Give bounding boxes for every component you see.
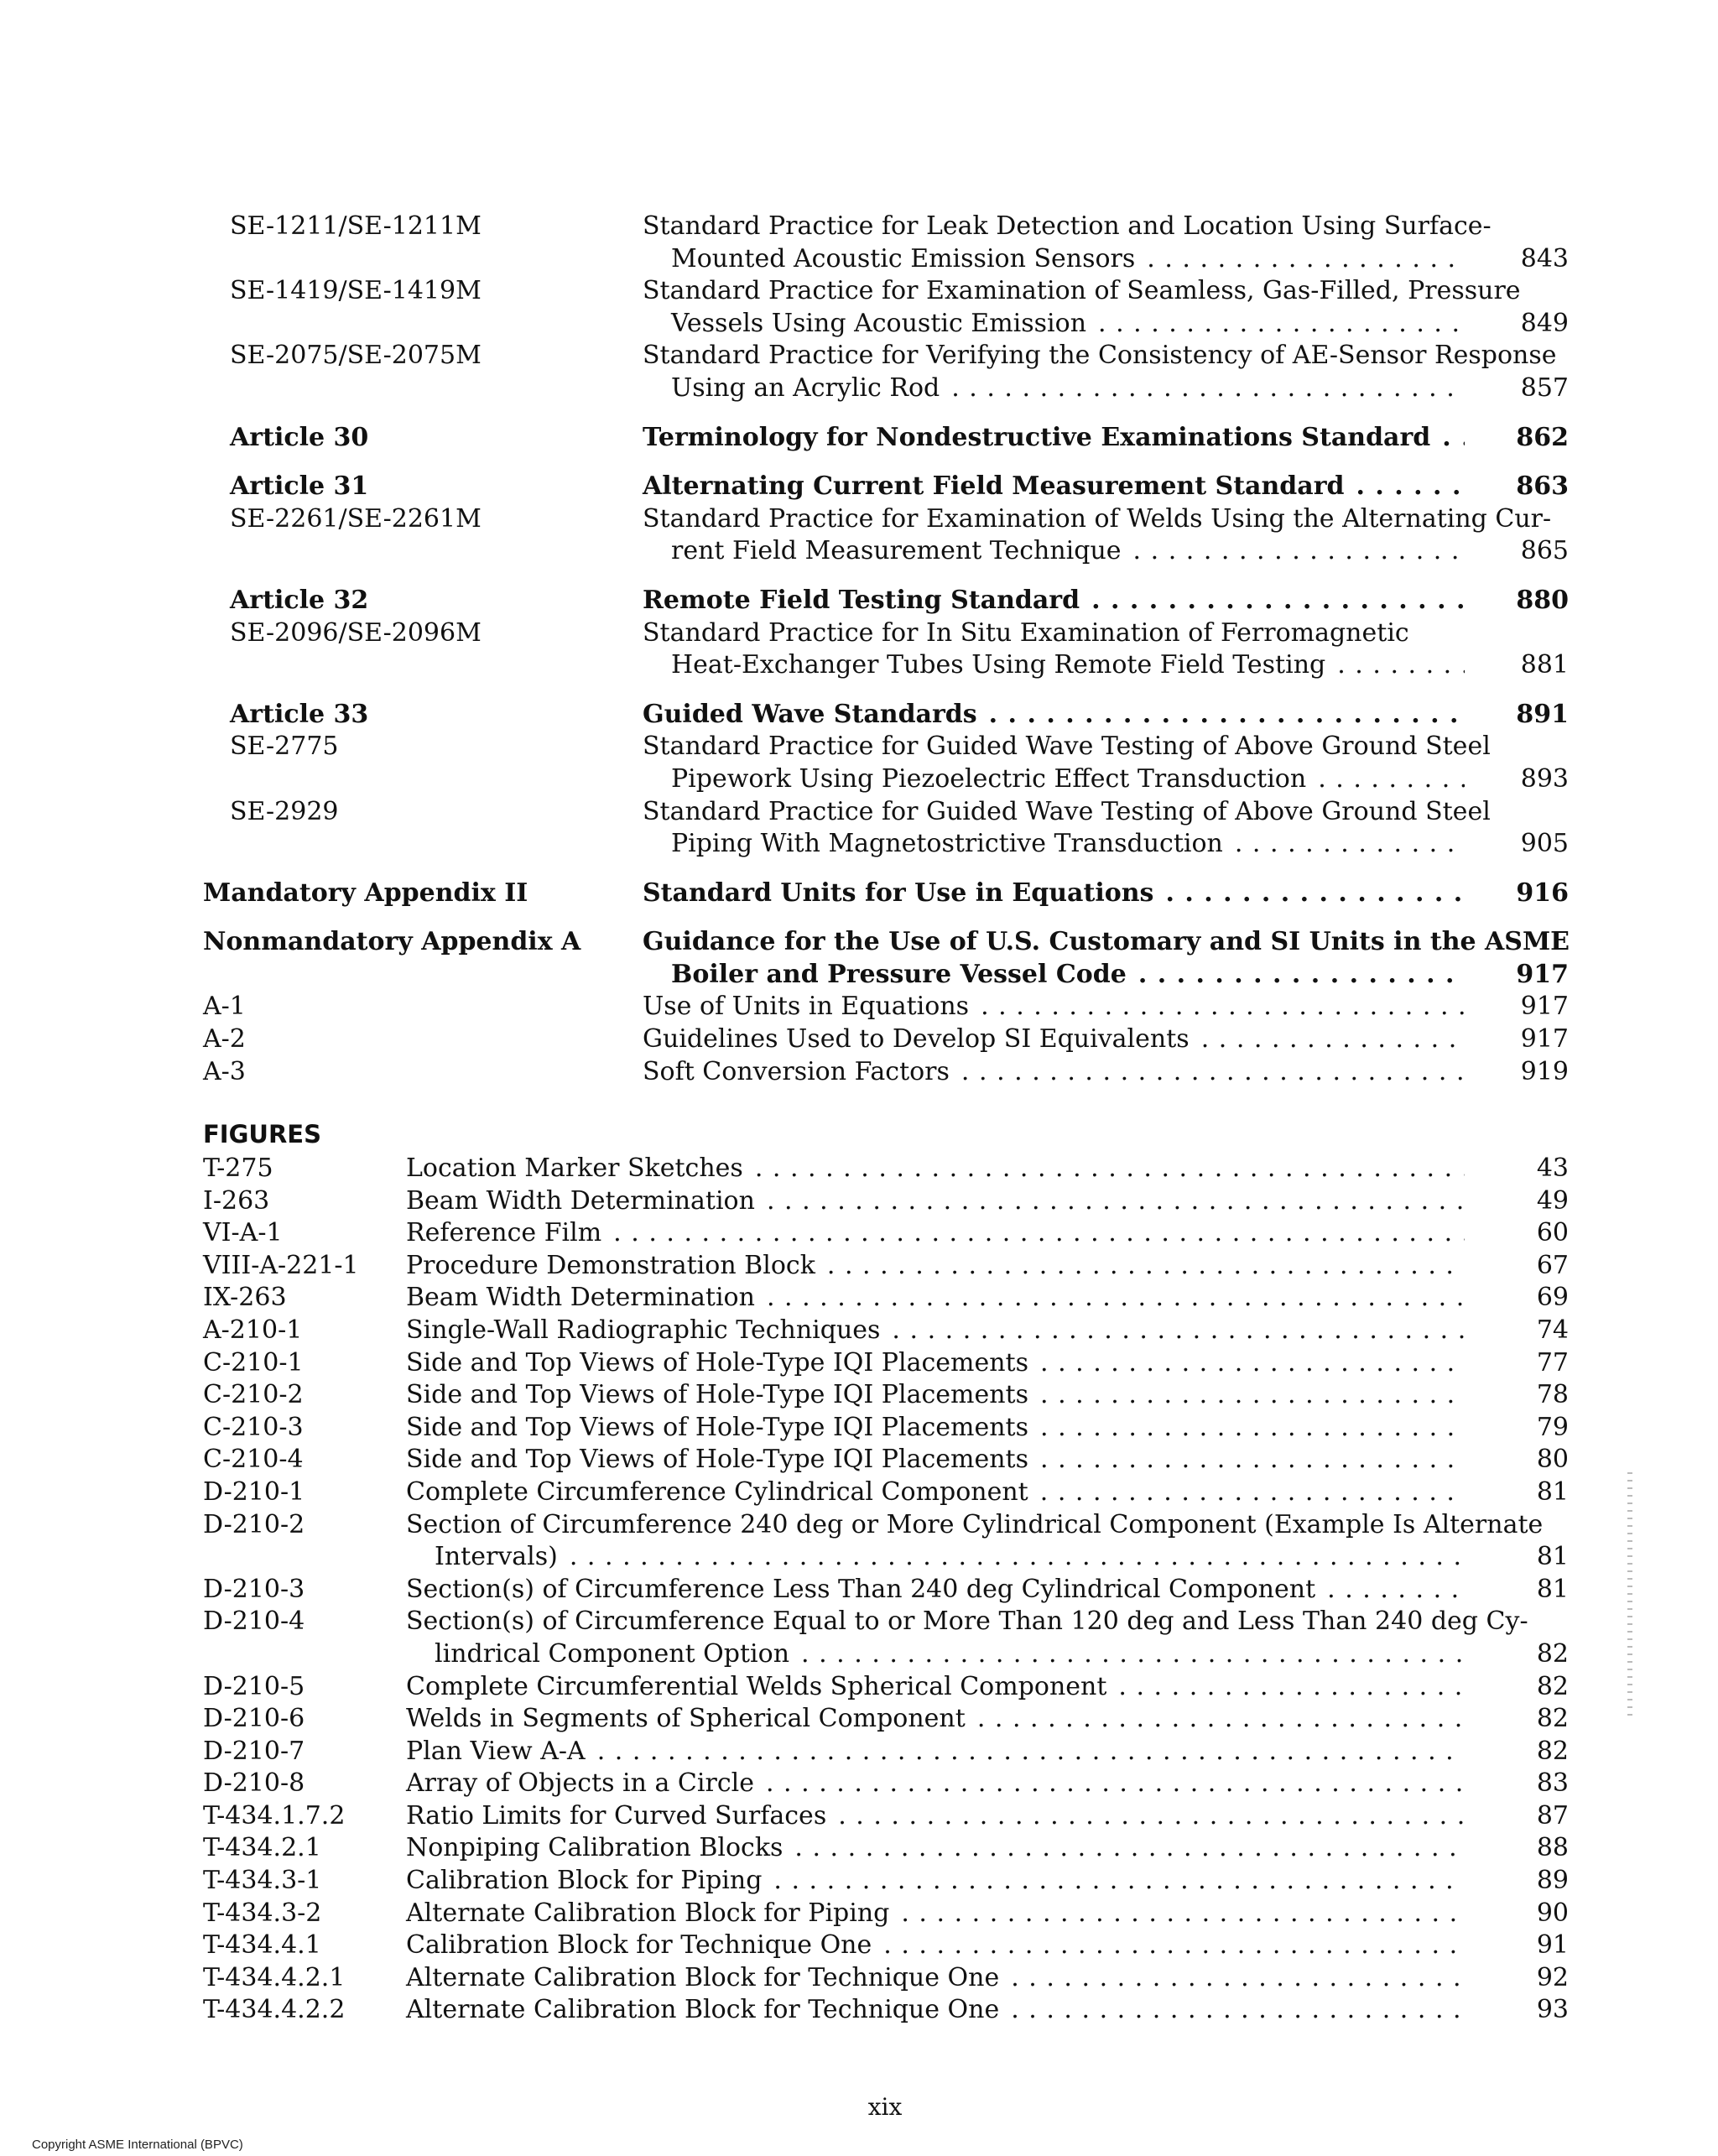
entry-title-leader xyxy=(406,1574,1465,1607)
entry-title: Vessels Using Acoustic Emission xyxy=(671,308,1087,338)
figure-number: D-210-6 xyxy=(203,1704,305,1734)
entry-title-leader xyxy=(406,1962,1465,1995)
figure-number: T-434.3-2 xyxy=(203,1898,322,1928)
page-number-ref: 82 xyxy=(1536,1638,1569,1669)
entry-title: Heat-Exchanger Tubes Using Remote Field Testing xyxy=(671,650,1326,680)
figure-row xyxy=(0,1768,1718,1800)
entry-title: Piping With Magnetostrictive Transduction xyxy=(671,829,1223,859)
figure-number: T-434.4.2.1 xyxy=(203,1962,346,1992)
toc-row xyxy=(0,211,1718,243)
entry-title-leader xyxy=(406,1929,1465,1962)
page-number-ref: 81 xyxy=(1536,1476,1569,1507)
entry-title-leader xyxy=(406,1800,1465,1833)
entry-title-leader xyxy=(671,308,1465,341)
dot-leader xyxy=(1430,422,1465,455)
entry-title: Single-Wall Radiographic Techniques xyxy=(406,1315,881,1345)
entry-title: Plan View A-A xyxy=(406,1736,586,1766)
entry-title-leader xyxy=(406,1250,1465,1283)
figures-list xyxy=(0,1153,1718,2027)
toc-row xyxy=(0,699,1718,732)
dot-leader xyxy=(558,1541,1465,1574)
toc-row xyxy=(0,243,1718,276)
toc-row xyxy=(0,731,1718,763)
toc-row xyxy=(0,796,1718,829)
entry-title-leader xyxy=(406,1282,1465,1315)
figure-row xyxy=(0,1185,1718,1218)
toc-entry-label: Article 30 xyxy=(230,422,369,452)
entry-title: Guidelines Used to Develop SI Equivalents xyxy=(643,1024,1190,1055)
entry-title-leader xyxy=(406,1347,1465,1380)
figure-number: T-434.4.1 xyxy=(203,1930,321,1961)
entry-title: Standard Practice for Examination of Welds Using the Alternating Cur- xyxy=(643,503,1552,534)
figure-row xyxy=(0,1509,1718,1542)
figure-row xyxy=(0,1444,1718,1476)
figure-row xyxy=(0,1832,1718,1865)
entry-title-leader xyxy=(406,1768,1465,1800)
toc-row xyxy=(0,878,1718,910)
dot-leader xyxy=(789,1638,1465,1671)
figure-number: D-210-8 xyxy=(203,1768,305,1799)
page-number-ref: 863 xyxy=(1516,471,1569,502)
entry-title-leader xyxy=(406,1703,1465,1736)
entry-title-leader xyxy=(671,649,1465,682)
dot-leader xyxy=(1135,243,1465,276)
page-number-ref: 67 xyxy=(1536,1250,1569,1280)
page-number-ref: 843 xyxy=(1520,243,1569,273)
page-number-ref: 917 xyxy=(1520,1024,1569,1055)
page-number-ref: 862 xyxy=(1516,422,1569,452)
page-number-ref: 849 xyxy=(1520,308,1569,338)
dot-leader xyxy=(1325,649,1465,682)
dot-leader xyxy=(1127,959,1465,992)
figure-number: D-210-5 xyxy=(203,1671,305,1701)
figures-heading: FIGURES xyxy=(203,1120,321,1148)
toc-entry-label: Article 32 xyxy=(230,585,369,615)
spacer xyxy=(0,909,1718,926)
figure-row xyxy=(0,1412,1718,1445)
entry-title: Side and Top Views of Hole-Type IQI Placements xyxy=(406,1412,1028,1442)
entry-title: Alternate Calibration Block for Technique One xyxy=(406,1962,1000,1992)
entry-title-leader xyxy=(406,1153,1465,1185)
page-number-ref: 881 xyxy=(1520,650,1569,680)
dot-leader xyxy=(1028,1347,1465,1380)
entry-title: Complete Circumferential Welds Spherical Component xyxy=(406,1671,1107,1701)
toc-entry-label: A-1 xyxy=(203,992,246,1022)
entry-title-leader xyxy=(406,1476,1465,1509)
entry-title: Section of Circumference 240 deg or More Cylindrical Component (Example Is Alternate xyxy=(406,1509,1544,1539)
toc-row xyxy=(0,617,1718,650)
entry-title: Side and Top Views of Hole-Type IQI Placements xyxy=(406,1380,1028,1410)
figure-number: C-210-2 xyxy=(203,1380,304,1410)
entry-title: Mounted Acoustic Emission Sensors xyxy=(671,243,1136,273)
dot-leader xyxy=(1223,828,1465,861)
spacer xyxy=(0,405,1718,422)
figure-row xyxy=(0,1994,1718,2027)
toc-entry-label: SE-1419/SE-1419M xyxy=(230,276,482,306)
entry-title-leader xyxy=(406,1832,1465,1865)
dot-leader xyxy=(880,1315,1465,1347)
spacer xyxy=(0,568,1718,585)
entry-title: rent Field Measurement Technique xyxy=(671,536,1122,566)
page-number-ref: 43 xyxy=(1536,1154,1569,1183)
figure-row xyxy=(0,1153,1718,1185)
entry-title: Section(s) of Circumference Equal to or More Than 120 deg and Less Than 240 deg Cy- xyxy=(406,1607,1528,1637)
page-number-ref: 857 xyxy=(1520,372,1569,403)
page-number-ref: 919 xyxy=(1520,1056,1569,1086)
copyright-notice: Copyright ASME International (BPVC) xyxy=(32,2138,243,2152)
dot-leader xyxy=(1306,763,1465,796)
toc-row xyxy=(0,471,1718,503)
dot-leader xyxy=(999,1962,1465,1995)
figure-number: T-434.3-1 xyxy=(203,1866,322,1896)
entry-title: Using an Acrylic Rod xyxy=(671,372,940,403)
page-number-ref: 80 xyxy=(1536,1445,1569,1475)
entry-title: Standard Practice for In Situ Examination of Ferromagnetic xyxy=(643,617,1409,648)
figure-row xyxy=(0,1315,1718,1347)
page-number-ref: 82 xyxy=(1536,1671,1569,1701)
dot-leader xyxy=(815,1250,1465,1283)
toc-row xyxy=(0,585,1718,617)
toc-entry-label: Article 33 xyxy=(230,699,369,729)
figure-row xyxy=(0,1898,1718,1930)
entry-title: Array of Objects in a Circle xyxy=(406,1768,754,1799)
page-number-ref: 82 xyxy=(1536,1736,1569,1766)
dot-leader xyxy=(1028,1379,1465,1412)
toc-row xyxy=(0,649,1718,682)
figure-row xyxy=(0,1962,1718,1995)
figure-number: D-210-2 xyxy=(203,1509,305,1539)
toc-entry-label: SE-2261/SE-2261M xyxy=(230,503,482,534)
entry-title-leader xyxy=(643,991,1465,1023)
figure-row xyxy=(0,1929,1718,1962)
entry-title-leader xyxy=(406,1865,1465,1898)
margin-watermark-marks xyxy=(1627,1472,1632,1716)
toc-row xyxy=(0,1023,1718,1056)
toc-entry-label: Mandatory Appendix II xyxy=(203,878,528,908)
spacer xyxy=(0,454,1718,471)
entry-title: Terminology for Nondestructive Examinations Standard xyxy=(643,422,1431,452)
dot-leader xyxy=(783,1832,1465,1865)
page-number-ref: 60 xyxy=(1536,1218,1569,1248)
figure-number: IX-263 xyxy=(203,1283,287,1313)
entry-title: Alternate Calibration Block for Technique One xyxy=(406,1995,1000,2025)
figure-row xyxy=(0,1736,1718,1768)
entry-title-leader xyxy=(671,959,1465,992)
entry-title: Welds in Segments of Spherical Component xyxy=(406,1704,966,1734)
entry-title: Section(s) of Circumference Less Than 240 deg Cylindrical Component xyxy=(406,1574,1316,1604)
toc-entry-label: SE-1211/SE-1211M xyxy=(230,211,482,241)
entry-title: Complete Circumference Cylindrical Component xyxy=(406,1476,1028,1507)
entry-title-leader xyxy=(643,1056,1465,1089)
entry-title-leader xyxy=(643,878,1465,910)
page-number-ref: 89 xyxy=(1536,1866,1569,1896)
dot-leader xyxy=(1080,585,1465,617)
toc-row xyxy=(0,991,1718,1023)
entry-title: Ratio Limits for Curved Surfaces xyxy=(406,1800,827,1831)
figure-number: T-434.4.2.2 xyxy=(203,1995,346,2025)
toc-row xyxy=(0,372,1718,405)
dot-leader xyxy=(826,1800,1465,1833)
toc-row xyxy=(0,340,1718,372)
page-number-ref: 81 xyxy=(1536,1542,1569,1572)
dot-leader xyxy=(1106,1671,1465,1704)
spacer xyxy=(0,861,1718,878)
toc-row xyxy=(0,763,1718,796)
figure-row xyxy=(0,1671,1718,1704)
page-number-ref: 87 xyxy=(1536,1800,1569,1831)
page-number: xix xyxy=(867,2093,903,2121)
entry-title: Location Marker Sketches xyxy=(406,1154,743,1183)
dot-leader xyxy=(872,1929,1465,1962)
dot-leader xyxy=(586,1736,1465,1768)
figure-number: T-434.1.7.2 xyxy=(203,1800,346,1831)
entry-title: Intervals) xyxy=(435,1542,558,1572)
page-number-ref: 92 xyxy=(1536,1962,1569,1992)
figure-row xyxy=(0,1250,1718,1283)
entry-title: Soft Conversion Factors xyxy=(643,1056,950,1086)
page-number-ref: 917 xyxy=(1516,959,1569,989)
toc-row xyxy=(0,535,1718,568)
page-number-ref: 880 xyxy=(1516,585,1569,615)
figure-row xyxy=(0,1347,1718,1380)
entry-title-leader xyxy=(435,1638,1465,1671)
dot-leader xyxy=(1153,878,1465,910)
entry-title: Standard Units for Use in Equations xyxy=(643,878,1154,908)
toc-entry-label: SE-2075/SE-2075M xyxy=(230,341,482,371)
figure-number: D-210-3 xyxy=(203,1574,305,1604)
page-number-ref: 77 xyxy=(1536,1347,1569,1377)
page-number-ref: 83 xyxy=(1536,1768,1569,1799)
toc-entry-label: Nonmandatory Appendix A xyxy=(203,927,581,957)
entry-title-leader xyxy=(643,699,1465,732)
toc-row xyxy=(0,1056,1718,1089)
dot-leader xyxy=(1028,1412,1465,1445)
page-number-ref: 88 xyxy=(1536,1833,1569,1863)
entry-title: Nonpiping Calibration Blocks xyxy=(406,1833,784,1863)
entry-title-leader xyxy=(406,1315,1465,1347)
page-number-ref: 891 xyxy=(1516,699,1569,729)
dot-leader xyxy=(1122,535,1465,568)
contents-list xyxy=(0,211,1718,1088)
figure-row xyxy=(0,1217,1718,1250)
entry-title-leader xyxy=(643,1023,1465,1056)
entry-title: Side and Top Views of Hole-Type IQI Placements xyxy=(406,1347,1028,1377)
entry-title-leader xyxy=(643,422,1465,455)
dot-leader xyxy=(1028,1444,1465,1476)
figure-number: D-210-4 xyxy=(203,1607,305,1637)
entry-title: lindrical Component Option xyxy=(435,1638,790,1669)
entry-title-leader xyxy=(671,535,1465,568)
dot-leader xyxy=(969,991,1465,1023)
page-number-ref: 81 xyxy=(1536,1574,1569,1604)
entry-title-leader xyxy=(406,1379,1465,1412)
toc-entry-label: SE-2096/SE-2096M xyxy=(230,617,482,648)
figure-number: D-210-7 xyxy=(203,1736,305,1766)
entry-title-leader xyxy=(406,1898,1465,1930)
page-number-ref: 93 xyxy=(1536,1995,1569,2025)
entry-title: Pipework Using Piezoelectric Effect Transduction xyxy=(671,763,1307,794)
figure-row xyxy=(0,1638,1718,1671)
toc-entry-label: SE-2929 xyxy=(230,796,339,826)
dot-leader xyxy=(1086,308,1465,341)
figure-row xyxy=(0,1865,1718,1898)
figure-row xyxy=(0,1574,1718,1607)
dot-leader xyxy=(889,1898,1465,1930)
entry-title: Procedure Demonstration Block xyxy=(406,1250,815,1280)
dot-leader xyxy=(755,1282,1465,1315)
entry-title-leader xyxy=(406,1994,1465,2027)
dot-leader xyxy=(1315,1574,1465,1607)
entry-title-leader xyxy=(406,1217,1465,1250)
entry-title-leader xyxy=(671,828,1465,861)
figure-number: I-263 xyxy=(203,1185,270,1216)
page-number-ref: 69 xyxy=(1536,1283,1569,1313)
entry-title: Remote Field Testing Standard xyxy=(643,585,1080,615)
dot-leader xyxy=(977,699,1465,732)
entry-title: Beam Width Determination xyxy=(406,1283,755,1313)
dot-leader xyxy=(966,1703,1465,1736)
page-number-ref: 916 xyxy=(1516,878,1569,908)
page-number-ref: 917 xyxy=(1520,992,1569,1022)
entry-title: Reference Film xyxy=(406,1218,602,1248)
spacer xyxy=(0,682,1718,699)
entry-title-leader xyxy=(643,471,1465,503)
dot-leader xyxy=(950,1056,1465,1089)
entry-title: Alternate Calibration Block for Piping xyxy=(406,1898,890,1928)
entry-title-leader xyxy=(406,1412,1465,1445)
dot-leader xyxy=(1345,471,1466,503)
entry-title-leader xyxy=(671,763,1465,796)
dot-leader xyxy=(940,372,1465,405)
entry-title: Beam Width Determination xyxy=(406,1185,755,1216)
entry-title: Calibration Block for Technique One xyxy=(406,1930,872,1961)
dot-leader xyxy=(601,1217,1465,1250)
entry-title-leader xyxy=(406,1444,1465,1476)
toc-entry-label: SE-2775 xyxy=(230,732,339,762)
figure-number: A-210-1 xyxy=(203,1315,303,1345)
page-number-ref: 79 xyxy=(1536,1412,1569,1442)
entry-title-leader xyxy=(643,585,1465,617)
page-number-ref: 74 xyxy=(1536,1315,1569,1345)
toc-row xyxy=(0,828,1718,861)
entry-title: Alternating Current Field Measurement Standard xyxy=(643,471,1345,502)
dot-leader xyxy=(754,1768,1465,1800)
figure-row xyxy=(0,1606,1718,1638)
figure-row xyxy=(0,1379,1718,1412)
dot-leader xyxy=(755,1185,1465,1218)
toc-row xyxy=(0,422,1718,455)
page-number-ref: 90 xyxy=(1536,1898,1569,1928)
entry-title-leader xyxy=(671,243,1465,276)
page-number-ref: 78 xyxy=(1536,1380,1569,1410)
figure-row xyxy=(0,1476,1718,1509)
entry-title: Side and Top Views of Hole-Type IQI Placements xyxy=(406,1445,1028,1475)
page-number-ref: 49 xyxy=(1536,1185,1569,1216)
entry-title: Use of Units in Equations xyxy=(643,992,970,1022)
toc-entry-label: A-2 xyxy=(203,1024,246,1055)
figure-row xyxy=(0,1282,1718,1315)
dot-leader xyxy=(762,1865,1465,1898)
toc-entry-label: A-3 xyxy=(203,1056,246,1086)
dot-leader xyxy=(743,1153,1465,1185)
figure-number: C-210-1 xyxy=(203,1347,304,1377)
figure-row xyxy=(0,1541,1718,1574)
figure-number: C-210-3 xyxy=(203,1412,304,1442)
entry-title: Standard Practice for Leak Detection and Location Using Surface- xyxy=(643,211,1492,241)
entry-title: Standard Practice for Verifying the Consistency of AE-Sensor Response xyxy=(643,341,1557,371)
toc-row xyxy=(0,926,1718,959)
toc-row xyxy=(0,308,1718,341)
entry-title-leader xyxy=(406,1185,1465,1218)
page-number-ref: 905 xyxy=(1520,829,1569,859)
figure-number: T-434.2.1 xyxy=(203,1833,321,1863)
entry-title-leader xyxy=(671,372,1465,405)
page-number-ref: 82 xyxy=(1536,1704,1569,1734)
toc-row xyxy=(0,959,1718,992)
entry-title-leader xyxy=(406,1671,1465,1704)
page-number-ref: 91 xyxy=(1536,1930,1569,1961)
dot-leader xyxy=(1028,1476,1465,1509)
dot-leader xyxy=(999,1994,1465,2027)
entry-title-leader xyxy=(435,1541,1465,1574)
figure-number: D-210-1 xyxy=(203,1476,305,1507)
entry-title: Standard Practice for Guided Wave Testing of Above Ground Steel xyxy=(643,796,1491,826)
entry-title: Standard Practice for Examination of Seamless, Gas-Filled, Pressure xyxy=(643,276,1521,306)
figure-number: VI-A-1 xyxy=(203,1218,283,1248)
figure-number: T-275 xyxy=(203,1154,273,1183)
figure-row xyxy=(0,1703,1718,1736)
entry-title: Guided Wave Standards xyxy=(643,699,977,729)
toc-row xyxy=(0,503,1718,536)
entry-title: Guidance for the Use of U.S. Customary and SI Units in the ASME xyxy=(643,927,1570,957)
entry-title: Boiler and Pressure Vessel Code xyxy=(671,959,1127,989)
dot-leader xyxy=(1190,1023,1465,1056)
toc-entry-label: Article 31 xyxy=(230,471,369,502)
figure-number: C-210-4 xyxy=(203,1445,304,1475)
page-number-ref: 865 xyxy=(1520,536,1569,566)
entry-title: Calibration Block for Piping xyxy=(406,1866,763,1896)
entry-title-leader xyxy=(406,1736,1465,1768)
toc-row xyxy=(0,275,1718,308)
figure-number: VIII-A-221-1 xyxy=(203,1250,359,1280)
figure-row xyxy=(0,1800,1718,1833)
page-number-ref: 893 xyxy=(1520,763,1569,794)
entry-title: Standard Practice for Guided Wave Testing of Above Ground Steel xyxy=(643,732,1491,762)
